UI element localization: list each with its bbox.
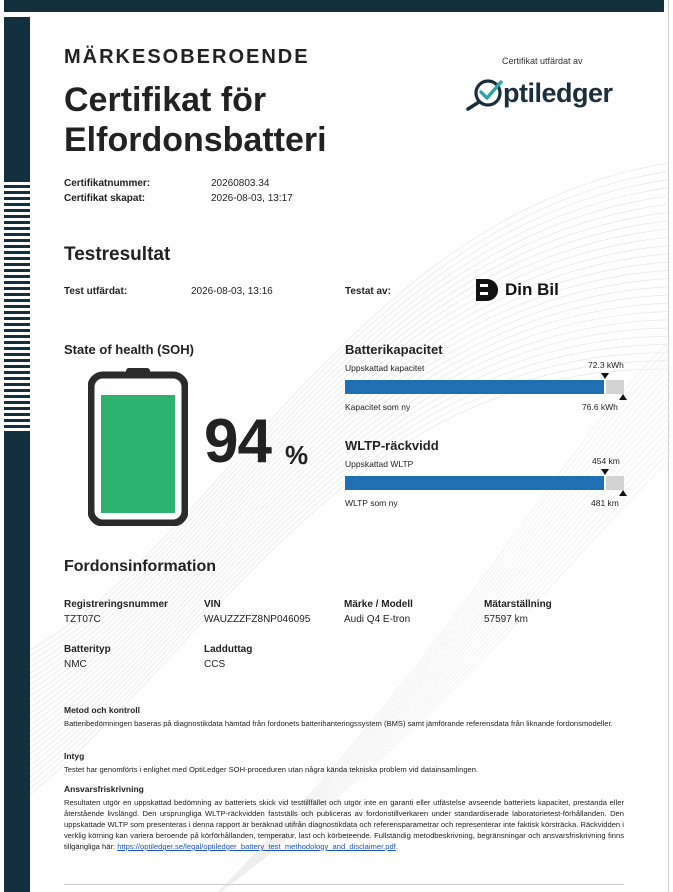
capacity-new-label: Kapacitet som ny (345, 402, 411, 412)
battery-type-value: NMC (64, 659, 87, 670)
test-issued-value: 2026-08-03, 13:16 (191, 286, 273, 297)
battery-level-icon (88, 368, 188, 526)
optiledger-logo (466, 74, 626, 114)
soh-value: 94 (204, 407, 271, 476)
page-title-line-1: Certifikat för (64, 81, 267, 119)
soh-unit: % (285, 440, 309, 470)
capacity-bar-fill (345, 380, 604, 394)
disclaimer-text: Resultaten utgör en uppskattad bedömning av batteriets skick vid testtillfället och utgör inte en garanti eller utfästelse avseende batteriets kapacitet, prestanda eller återstående livslängd. Den ursprungliga WLTP-räckvidden fastställs och publiceras av fordonstillverkaren under standardiserade laboratorietest-förhållanden. Den uppskattade WLTP som presenteras i denna rapport är beräknad utifrån diagnostikdata och referensparametrar och representerar inte faktisk körsträcka. Räckvidden i verklig körning kan variera beroende på körförhållanden, temperatur, last och körbeteende. Fullständig metodbeskrivning, begränsningar och ansvarsfriskrivning finns tillgängliga här: (64, 798, 624, 851)
disclaimer-heading: Ansvarsfriskrivning (64, 784, 144, 794)
model-label: Märke / Modell (344, 599, 413, 610)
footer-divider (64, 884, 624, 885)
vin-value: WAUZZZFZ8NP046095 (204, 614, 311, 625)
battery-level-fill (101, 395, 175, 513)
connector-value: CCS (204, 659, 226, 670)
eyebrow-label: MÄRKESOBEROENDE (64, 46, 310, 68)
battery-type-label: Batterityp (64, 644, 111, 655)
wltp-bar-fill (345, 476, 604, 490)
issuer-label: Certifikat utfärdat av (502, 56, 583, 66)
vin-label: VIN (204, 599, 221, 610)
capacity-bar-remainder (606, 380, 624, 394)
page-title-line-2: Elfordonsbatteri (64, 121, 327, 159)
din-bil-logo-mark (474, 277, 498, 303)
soh-heading: State of health (SOH) (64, 342, 195, 357)
capacity-estimated-value: 72.3 kWh (588, 360, 624, 370)
model-value: Audi Q4 E-tron (344, 614, 411, 625)
page-title (64, 80, 327, 160)
side-strip (4, 17, 30, 892)
side-stripes (4, 179, 30, 434)
certificate-number-label: Certifikatnummer: (64, 178, 151, 189)
connector-label: Ladduttag (204, 644, 253, 655)
vehicle-heading: Fordonsinformation (64, 558, 216, 575)
registration-label: Registreringsnummer (64, 599, 168, 610)
methodology-link[interactable]: https://optiledger.se/legal/optiledger_battery_test_methodology_and_disclaimer.pdf (117, 842, 396, 851)
capacity-heading: Batterikapacitet (345, 342, 443, 357)
capacity-estimated-label: Uppskattad kapacitet (345, 363, 425, 373)
odometer-label: Mätarställning (484, 599, 552, 610)
method-text: Batteribedömningen baseras på diagnostikdata hämtad från fordonets batterihanteringssystem (BMS) samt jämförande referensdata från liknande fordonsmodeller. (64, 719, 613, 728)
certificate-number-value: 20260803.34 (211, 178, 270, 189)
wltp-new-marker (619, 490, 627, 496)
certificate-created-value: 2026-08-03, 13:17 (211, 193, 293, 204)
wltp-bar (345, 476, 624, 490)
disclaimer-paragraph (64, 797, 624, 852)
capacity-new-value: 76.6 kWh (582, 402, 618, 412)
wltp-estimated-label: Uppskattad WLTP (345, 459, 414, 469)
logo-wordmark: ptiledger (503, 78, 613, 108)
wltp-estimated-value: 454 km (592, 456, 620, 466)
registration-value: TZT07C (64, 614, 101, 625)
top-bar (4, 0, 664, 12)
din-bil-logo (474, 277, 574, 303)
wltp-new-value: 481 km (591, 498, 619, 508)
capacity-estimated-marker (601, 373, 609, 379)
din-bil-wordmark: Din Bil (505, 280, 559, 299)
method-heading: Metod och kontroll (64, 705, 141, 715)
wltp-estimated-marker (601, 469, 609, 475)
test-results-heading: Testresultat (64, 244, 171, 265)
wltp-heading: WLTP-räckvidd (345, 438, 439, 453)
certificate-created-label: Certifikat skapat: (64, 193, 146, 204)
capacity-new-marker (619, 394, 627, 400)
disclaimer-end: . (395, 842, 398, 851)
wltp-bar-remainder (606, 476, 624, 490)
capacity-bar (345, 380, 624, 394)
test-issued-label: Test utfärdat: (64, 286, 128, 297)
attest-heading: Intyg (64, 751, 85, 761)
attest-text: Testet har genomförts i enlighet med OptiLedger SOH-proceduren utan några kända tekniska problem vid datainsamlingen. (64, 765, 479, 774)
wltp-new-label: WLTP som ny (345, 498, 398, 508)
tested-by-label: Testat av: (345, 286, 391, 297)
odometer-value: 57597 km (484, 614, 528, 625)
